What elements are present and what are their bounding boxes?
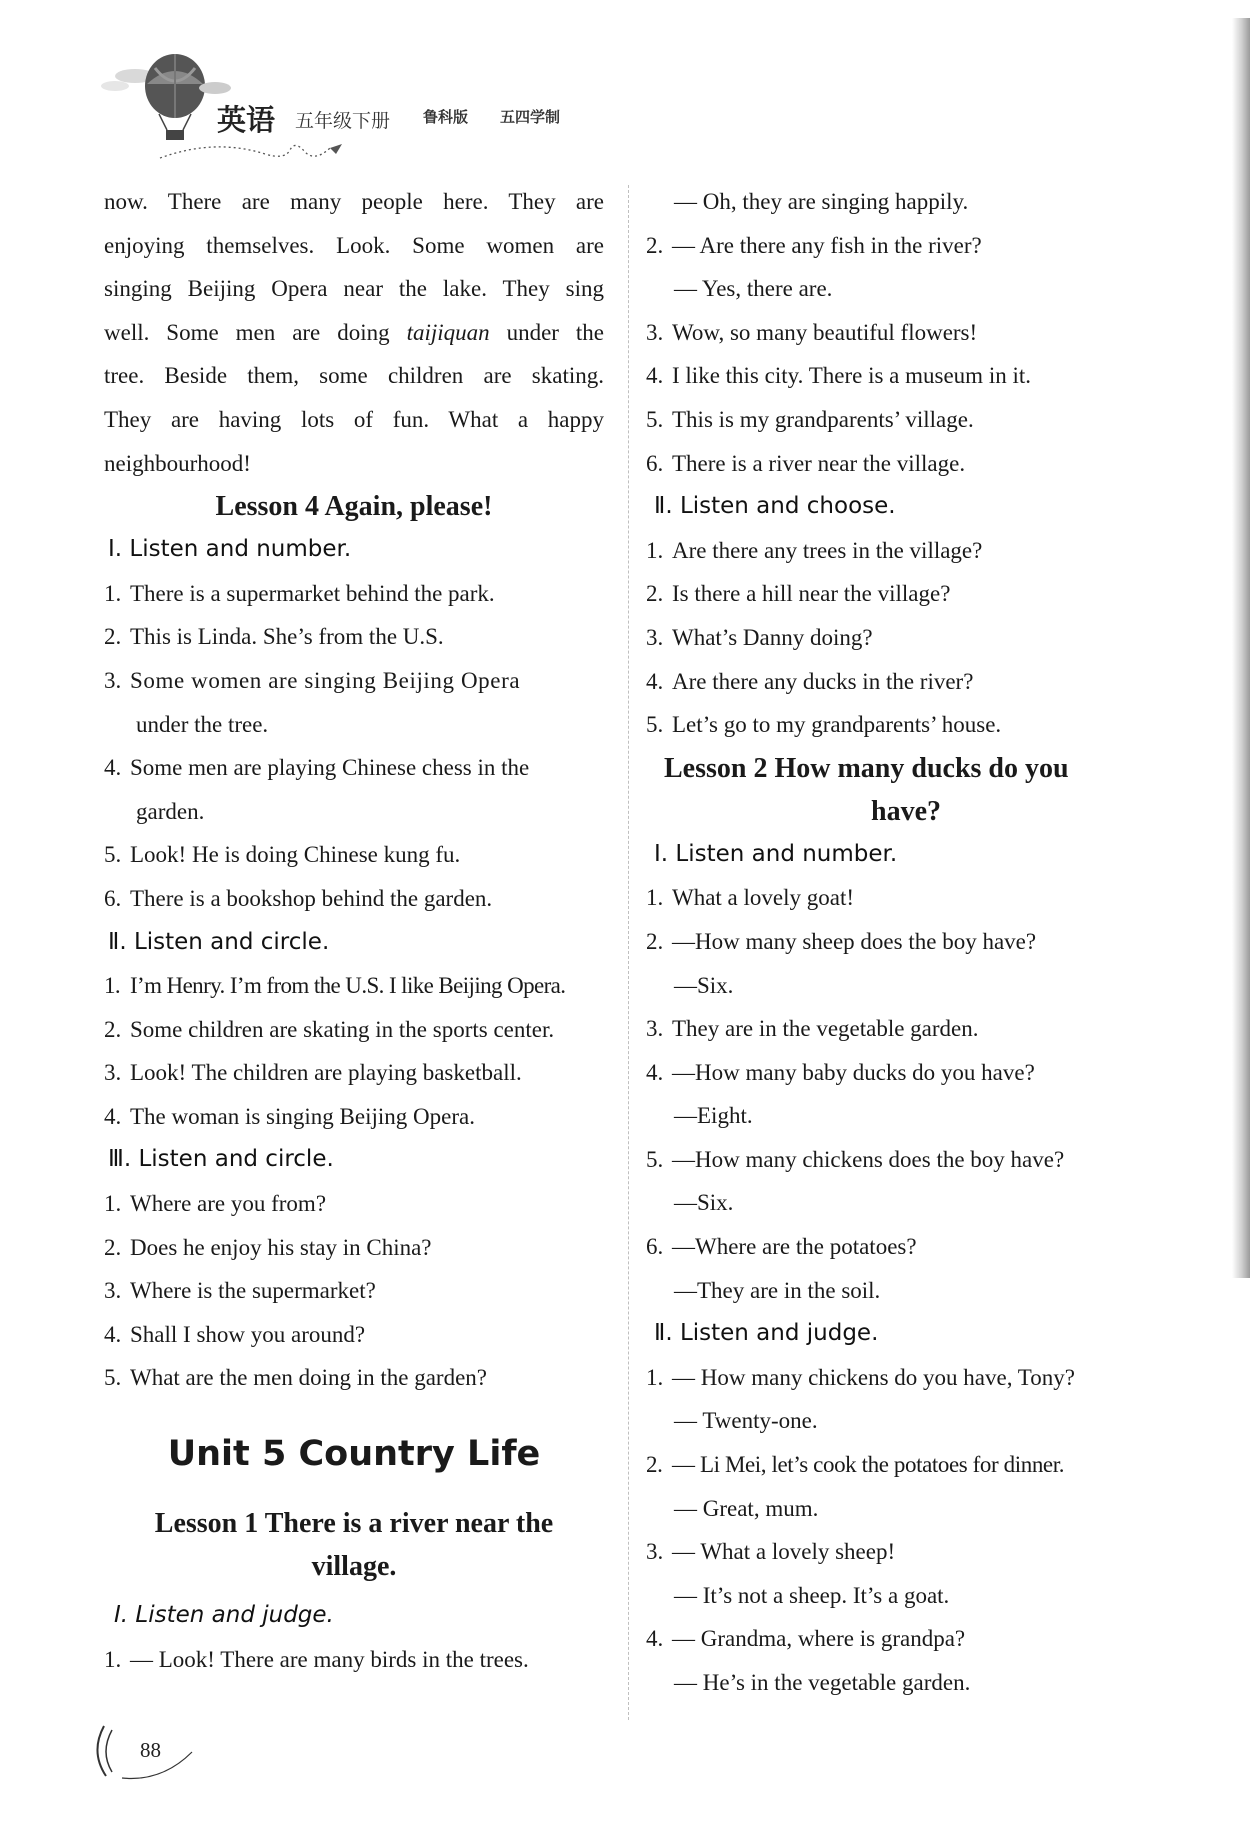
left-column	[104, 180, 604, 1681]
item-number: 3.	[646, 319, 664, 345]
item-continuation: — It’s not a sheep. It’s a goat.	[674, 1582, 950, 1608]
item-number: 3.	[646, 1539, 664, 1565]
item-text: — Are there any fish in the river?	[672, 232, 982, 258]
item-continuation: —Eight.	[674, 1103, 753, 1129]
section-title: Ⅰ. Listen and number.	[654, 840, 898, 867]
item-text: What a lovely goat!	[672, 885, 855, 911]
section-title: Ⅰ. Listen and judge.	[114, 1602, 334, 1629]
passage-line: enjoying themselves. Look. Some women are	[104, 232, 604, 258]
item-number: 3.	[104, 1060, 122, 1086]
item-text: —How many baby ducks do you have?	[672, 1059, 1035, 1085]
item-text: I’m Henry. I’m from the U.S. I like Beijing Opera.	[130, 973, 566, 999]
item-continuation: — Yes, there are.	[674, 276, 833, 302]
item-number: 2.	[104, 1234, 122, 1260]
item-text: Wow, so many beautiful flowers!	[672, 319, 978, 345]
item-continuation: —They are in the soil.	[674, 1277, 881, 1303]
page-number: 88	[140, 1738, 161, 1762]
lesson2-title: Lesson 2 How many ducks do you	[664, 752, 1069, 784]
page-header	[55, 40, 575, 160]
item-number: 4.	[646, 668, 664, 694]
grade-label: 五年级下册	[295, 110, 391, 132]
item-text: Does he enjoy his stay in China?	[130, 1234, 432, 1260]
item-text: They are in the vegetable garden.	[672, 1016, 979, 1042]
item-number: 6.	[104, 885, 122, 911]
item-text: —Where are the potatoes?	[672, 1234, 917, 1260]
item-continuation: —Six.	[674, 1190, 734, 1216]
item-text: — How many chickens do you have, Tony?	[672, 1364, 1075, 1390]
passage-line: well. Some men are doing taijiquan under the	[104, 319, 604, 345]
item-text: Look! The children are playing basketball.	[130, 1060, 522, 1086]
item-continuation: — He’s in the vegetable garden.	[674, 1670, 971, 1695]
item-number: 5.	[646, 712, 664, 738]
item-continuation: — Great, mum.	[674, 1495, 819, 1521]
item-text: This is my grandparents’ village.	[672, 406, 974, 432]
item-number: 5.	[646, 1146, 664, 1172]
section-title: Ⅱ. Listen and circle.	[108, 928, 330, 955]
item-text: The woman is singing Beijing Opera.	[130, 1103, 475, 1129]
section-title: Ⅲ. Listen and circle.	[108, 1146, 334, 1173]
item-text: Look! He is doing Chinese kung fu.	[130, 842, 461, 868]
unit5-title: Unit 5 Country Life	[167, 1434, 541, 1475]
list-item	[646, 1530, 1166, 1574]
item-number: 1.	[104, 1646, 122, 1672]
list-item	[104, 1269, 604, 1313]
item-continuation: under the tree.	[136, 711, 269, 737]
item-text: Some women are singing Beijing Opera	[130, 667, 521, 693]
lesson2-title-cont: have?	[871, 795, 941, 827]
item-number: 1.	[646, 885, 664, 911]
item-text: —How many sheep does the boy have?	[672, 928, 1037, 954]
item-number: 1.	[104, 1191, 122, 1217]
item-text: Let’s go to my grandparents’ house.	[672, 712, 1002, 738]
list-item	[104, 1356, 604, 1400]
list-item	[646, 442, 1166, 486]
item-text: Are there any trees in the village?	[672, 537, 983, 563]
right-column	[646, 180, 1166, 1705]
list-item	[646, 1051, 1166, 1095]
item-continuation: garden.	[136, 798, 205, 824]
list-item	[646, 572, 1166, 616]
item-number: 3.	[104, 1278, 122, 1304]
passage-line: neighbourhood!	[104, 450, 251, 476]
item-text: — Grandma, where is grandpa?	[672, 1626, 966, 1652]
item-number: 4.	[646, 1626, 664, 1652]
item-text: Shall I show you around?	[130, 1321, 366, 1347]
list-item	[646, 660, 1166, 704]
subject-title: 英语	[217, 103, 276, 137]
item-number: 4.	[646, 1059, 664, 1085]
item-text: Are there any ducks in the river?	[672, 668, 974, 694]
list-item	[646, 398, 1166, 442]
list-item	[104, 1051, 604, 1095]
item-text: — What a lovely sheep!	[672, 1539, 896, 1565]
item-text: There is a bookshop behind the garden.	[130, 885, 493, 911]
item-text: This is Linda. She’s from the U.S.	[130, 624, 444, 650]
list-item	[104, 1095, 604, 1139]
list-item	[104, 615, 604, 659]
list-item	[104, 746, 604, 790]
item-number: 2.	[104, 1016, 122, 1042]
unit5-lesson1-title-cont: village.	[311, 1551, 397, 1583]
passage-line: They are having lots of fun. What a happy	[104, 406, 604, 432]
lesson4-title: Lesson 4 Again, please!	[215, 491, 493, 523]
dotted-flight-path-icon	[155, 128, 355, 168]
item-number: 1.	[104, 580, 122, 606]
item-number: 1.	[646, 1364, 664, 1390]
list-item	[104, 659, 604, 703]
item-text: Some men are playing Chinese chess in the	[130, 755, 530, 781]
unit5-lesson1-title: Lesson 1 There is a river near the	[154, 1508, 554, 1540]
item-number: 3.	[104, 667, 122, 693]
column-divider	[628, 185, 629, 1720]
item-text: — Li Mei, let’s cook the potatoes for dinner.	[672, 1452, 1065, 1478]
section-title: Ⅱ. Listen and choose.	[654, 493, 896, 520]
list-item	[646, 1617, 1166, 1661]
item-text: —How many chickens does the boy have?	[672, 1146, 1065, 1172]
list-item	[646, 703, 1166, 747]
item-number: 2.	[646, 232, 664, 258]
list-item	[104, 1226, 604, 1270]
list-item	[646, 1443, 1166, 1487]
passage-line: tree. Beside them, some children are skating.	[104, 363, 604, 389]
item-number: 3.	[646, 1016, 664, 1042]
item-number: 4.	[646, 363, 664, 389]
passage	[104, 180, 604, 485]
item-text: Is there a hill near the village?	[672, 581, 951, 607]
list-item	[646, 876, 1166, 920]
edition-label: 鲁科版	[423, 108, 469, 126]
item-number: 2.	[104, 624, 122, 650]
section-title: Ⅰ. Listen and number.	[108, 536, 352, 563]
list-item	[646, 1007, 1166, 1051]
list-item	[104, 1182, 604, 1226]
item-number: 6.	[646, 1234, 664, 1260]
item-number: 2.	[646, 581, 664, 607]
list-item	[646, 354, 1166, 398]
item-number: 4.	[104, 1321, 122, 1347]
list-item	[104, 964, 604, 1008]
list-item	[104, 877, 604, 921]
item-continuation: — Twenty-one.	[674, 1408, 818, 1434]
item-number: 5.	[104, 1365, 122, 1391]
item-number: 4.	[104, 1103, 122, 1129]
item-text: — Look! There are many birds in the trees.	[130, 1646, 529, 1672]
item-continuation: —Six.	[674, 972, 734, 998]
item-number: 1.	[104, 973, 121, 999]
list-item	[646, 616, 1166, 660]
school-system-label: 五四学制	[500, 108, 561, 126]
item-continuation: — Oh, they are singing happily.	[674, 189, 969, 214]
item-number: 4.	[104, 755, 122, 781]
list-item	[646, 1138, 1166, 1182]
list-item	[104, 572, 604, 616]
list-item	[646, 224, 1166, 268]
list-item	[104, 1638, 604, 1682]
list-item	[646, 311, 1166, 355]
list-item	[646, 529, 1166, 573]
item-text: What are the men doing in the garden?	[130, 1365, 487, 1391]
item-number: 5.	[646, 406, 664, 432]
item-text: Where is the supermarket?	[130, 1278, 376, 1304]
item-text: There is a river near the village.	[672, 450, 966, 476]
item-number: 2.	[646, 1452, 663, 1478]
item-text: There is a supermarket behind the park.	[130, 580, 495, 606]
item-text: I like this city. There is a museum in it.	[672, 363, 1031, 389]
item-number: 2.	[646, 928, 664, 954]
item-number: 1.	[646, 537, 664, 563]
item-number: 6.	[646, 450, 664, 476]
item-text: Where are you from?	[130, 1191, 327, 1217]
item-number: 3.	[646, 624, 664, 650]
list-item	[104, 833, 604, 877]
passage-line: now. There are many people here. They are	[104, 189, 604, 214]
passage-line: singing Beijing Opera near the lake. They sing	[104, 276, 604, 302]
item-text: What’s Danny doing?	[672, 624, 873, 650]
page-edge-shadow	[1232, 18, 1250, 1278]
list-item	[104, 1008, 604, 1052]
list-item	[646, 1225, 1166, 1269]
item-text: Some children are skating in the sports center.	[130, 1016, 555, 1042]
list-item	[646, 920, 1166, 964]
list-item	[646, 1356, 1166, 1400]
list-item	[104, 1313, 604, 1357]
item-number: 5.	[104, 842, 122, 868]
section-title: Ⅱ. Listen and judge.	[654, 1320, 879, 1347]
